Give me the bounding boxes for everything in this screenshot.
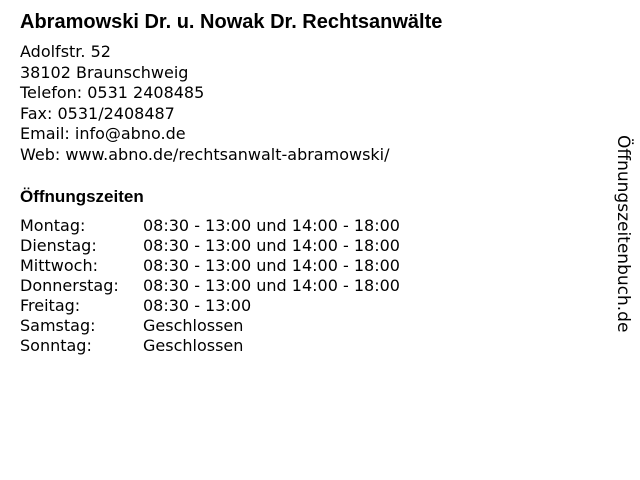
brand-label: Öffnungszeitenbuch.de xyxy=(613,135,633,333)
hours-value: 08:30 - 13:00 und 14:00 - 18:00 xyxy=(143,216,400,235)
opening-hours-heading: Öffnungszeiten xyxy=(20,187,144,206)
hours-row xyxy=(20,296,400,316)
opening-hours-table xyxy=(20,216,400,356)
weekday-label: Montag: xyxy=(20,216,86,235)
hours-value: 08:30 - 13:00 xyxy=(143,296,252,315)
hours-row xyxy=(20,336,400,356)
weekday-label: Samstag: xyxy=(20,316,96,335)
city-postal-code: 38102 Braunschweig xyxy=(20,62,189,82)
weekday-label: Donnerstag: xyxy=(20,276,119,295)
business-card xyxy=(20,8,600,356)
email-address: Email: info@abno.de xyxy=(20,124,186,143)
hours-value: 08:30 - 13:00 und 14:00 - 18:00 xyxy=(143,256,400,275)
weekday-label: Mittwoch: xyxy=(20,256,98,275)
brand-watermark xyxy=(608,133,638,335)
weekday-label: Freitag: xyxy=(20,296,81,315)
hours-row xyxy=(20,216,400,236)
hours-row xyxy=(20,316,400,336)
contact-block xyxy=(20,42,600,165)
phone-number: Telefon: 0531 2408485 xyxy=(20,83,205,102)
hours-value: Geschlossen xyxy=(143,336,244,355)
hours-value: Geschlossen xyxy=(143,316,244,335)
hours-row xyxy=(20,256,400,276)
fax-number: Fax: 0531/2408487 xyxy=(20,103,175,123)
hours-value: 08:30 - 13:00 und 14:00 - 18:00 xyxy=(143,236,400,255)
weekday-label: Sonntag: xyxy=(20,336,92,355)
hours-value: 08:30 - 13:00 und 14:00 - 18:00 xyxy=(143,276,400,295)
street-address: Adolfstr. 52 xyxy=(20,42,111,61)
weekday-label: Dienstag: xyxy=(20,236,97,255)
website-url: Web: www.abno.de/rechtsanwalt-abramowski/ xyxy=(20,144,390,164)
business-name: Abramowski Dr. u. Nowak Dr. Rechtsanwälte xyxy=(20,11,443,33)
hours-row xyxy=(20,236,400,256)
hours-row xyxy=(20,276,400,296)
